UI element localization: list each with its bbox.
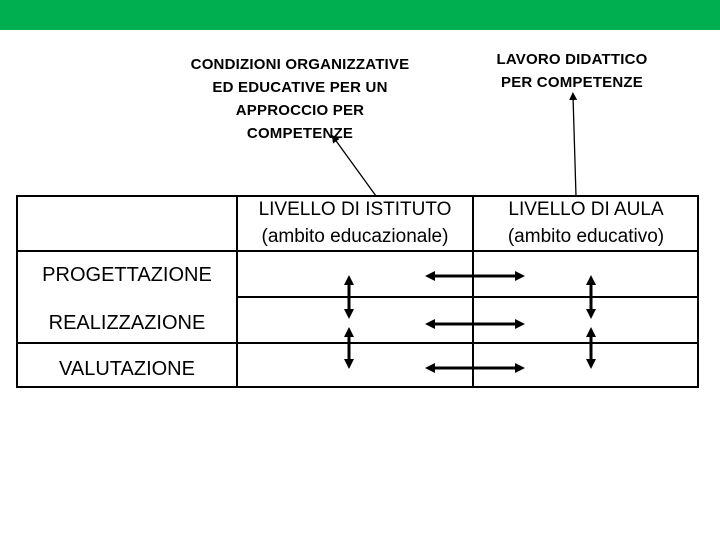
column-header-istituto [238, 196, 472, 250]
caption-left-line-1: CONDIZIONI ORGANIZZATIVE [190, 56, 410, 73]
caption-right-line-2: PER COMPETENZE [501, 74, 643, 91]
row-label-progettazione: PROGETTAZIONE [42, 264, 212, 286]
column-header-istituto-subtitle: (ambito educazionale) [261, 226, 449, 247]
caption-left-line-3: APPROCCIO PER [235, 102, 365, 119]
caption-right-line-1: LAVORO DIDATTICO [496, 51, 648, 68]
column-header-istituto-title: LIVELLO DI ISTITUTO [258, 199, 452, 220]
column-header-aula-title: LIVELLO DI AULA [508, 199, 664, 220]
column-header-aula-subtitle: (ambito educativo) [507, 226, 665, 247]
row-label-realizzazione: REALIZZAZIONE [48, 312, 206, 334]
caption-left-line-2: ED EDUCATIVE PER UN [212, 79, 388, 96]
row-label-valutazione: VALUTAZIONE [59, 358, 195, 380]
connector-aula-line [573, 96, 576, 196]
connector-istituto-line [334, 138, 376, 196]
caption-left-line-4: COMPETENZE [246, 125, 354, 142]
column-header-aula [474, 196, 698, 250]
